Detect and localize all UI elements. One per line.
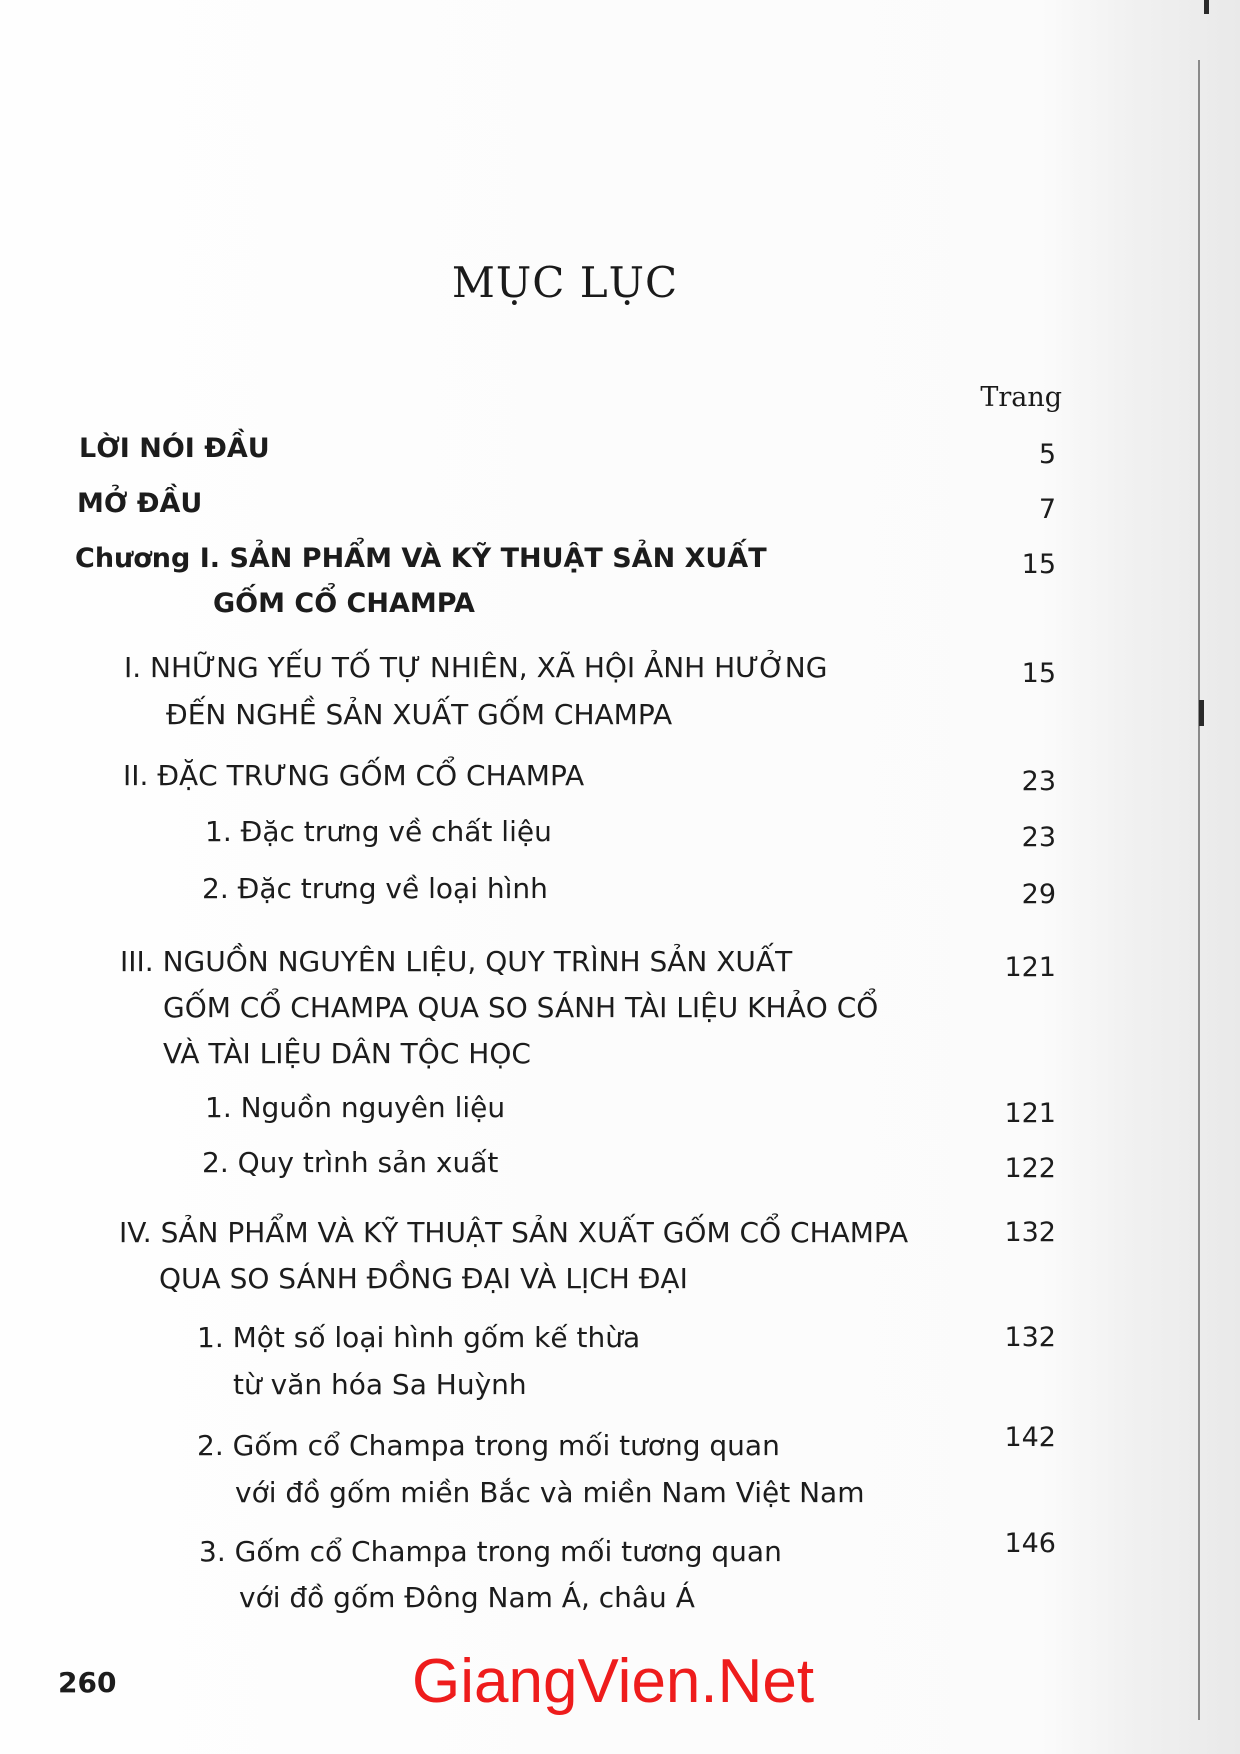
toc-entry-title: 2. Quy trình sản xuất xyxy=(202,1146,499,1179)
toc-entry-title: IV. SẢN PHẨM VÀ KỸ THUẬT SẢN XUẤT GỐM CỔ CHAMPA xyxy=(119,1216,909,1249)
toc-entry-page: 132 xyxy=(1004,1322,1056,1353)
toc-title: MỤC LỤC xyxy=(451,258,679,307)
toc-entry-title-cont: GỐM CỔ CHAMPA xyxy=(213,588,475,619)
toc-entry-title-cont: với đồ gốm Đông Nam Á, châu Á xyxy=(239,1581,695,1614)
toc-entry-title: 2. Gốm cổ Champa trong mối tương quan xyxy=(197,1429,780,1462)
toc-entry-page: 146 xyxy=(1004,1528,1056,1559)
toc-entry-title: 2. Đặc trưng về loại hình xyxy=(202,872,548,905)
page-edge-mark-top xyxy=(1204,0,1209,14)
toc-entry-title-cont: ĐẾN NGHỀ SẢN XUẤT GỐM CHAMPA xyxy=(166,698,673,731)
toc-entry-page: 122 xyxy=(1004,1153,1056,1184)
toc-entry-page: 5 xyxy=(1038,439,1056,470)
toc-entry-title: MỞ ĐẦU xyxy=(77,488,203,519)
toc-entry-title-cont: từ văn hóa Sa Huỳnh xyxy=(233,1368,527,1401)
page-number: 260 xyxy=(58,1666,117,1699)
watermark-text: GiangVien.Net xyxy=(412,1647,815,1716)
toc-entry-title: Chương I. SẢN PHẨM VÀ KỸ THUẬT SẢN XUẤT xyxy=(75,543,767,574)
toc-entry-page: 23 xyxy=(1021,766,1056,797)
toc-entry-page: 29 xyxy=(1021,879,1056,910)
toc-entry-title-cont: VÀ TÀI LIỆU DÂN TỘC HỌC xyxy=(163,1037,531,1070)
toc-entry-page: 15 xyxy=(1021,549,1056,580)
toc-entry-page: 142 xyxy=(1004,1422,1056,1453)
toc-entry-title: 3. Gốm cổ Champa trong mối tương quan xyxy=(199,1535,782,1568)
toc-entry-title: 1. Nguồn nguyên liệu xyxy=(205,1091,506,1124)
page-edge-shadow xyxy=(1198,60,1200,1720)
toc-entry-page: 121 xyxy=(1004,1098,1056,1129)
toc-entry-title: 1. Một số loại hình gốm kế thừa xyxy=(197,1321,641,1354)
toc-entry-title: III. NGUỒN NGUYÊN LIỆU, QUY TRÌNH SẢN XUẤT xyxy=(120,945,793,978)
toc-entry-title: I. NHỮNG YẾU TỐ TỰ NHIÊN, XÃ HỘI ẢNH HƯỞNG xyxy=(124,651,828,684)
toc-entry-title: 1. Đặc trưng về chất liệu xyxy=(205,815,552,848)
toc-entry-page: 121 xyxy=(1004,952,1056,983)
toc-entry-title: LỜI NÓI ĐẦU xyxy=(79,433,270,464)
page-column-header: Trang xyxy=(980,382,1062,413)
toc-entry-page: 23 xyxy=(1021,822,1056,853)
toc-entry-page: 7 xyxy=(1038,494,1056,525)
toc-entry-title-cont: QUA SO SÁNH ĐỒNG ĐẠI VÀ LỊCH ĐẠI xyxy=(159,1262,688,1295)
toc-entry-title-cont: GỐM CỔ CHAMPA QUA SO SÁNH TÀI LIỆU KHẢO CỔ xyxy=(163,991,879,1024)
toc-entry-title: II. ĐẶC TRƯNG GỐM CỔ CHAMPA xyxy=(123,759,585,792)
toc-entry-page: 132 xyxy=(1004,1217,1056,1248)
toc-entry-page: 15 xyxy=(1021,658,1056,689)
toc-entry-title-cont: với đồ gốm miền Bắc và miền Nam Việt Nam xyxy=(235,1476,865,1509)
page-edge-mark-mid xyxy=(1199,700,1204,726)
